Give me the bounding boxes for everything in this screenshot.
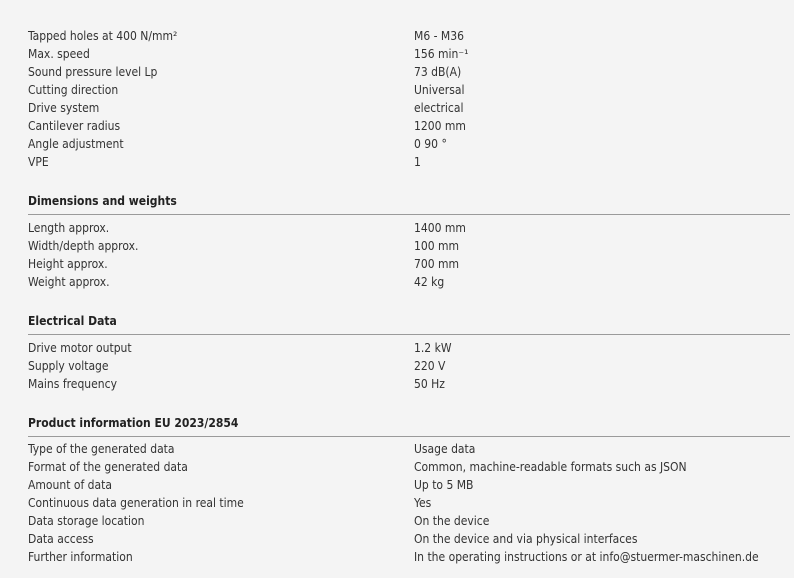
spec-label: Data storage location [28, 514, 145, 528]
spec-row-supply-voltage [28, 357, 794, 375]
spec-label: Drive system [28, 101, 100, 115]
spec-row-mains-frequency [28, 375, 794, 393]
spec-value: Usage data [414, 442, 476, 456]
spec-label: Continuous data generation in real time [28, 496, 244, 510]
spec-label: Format of the generated data [28, 460, 188, 474]
spec-label: VPE [28, 155, 49, 169]
section-divider [28, 436, 790, 437]
spec-label: Weight approx. [28, 275, 110, 289]
spec-value: 100 mm [414, 239, 460, 253]
spec-value: M6 - M36 [414, 29, 464, 43]
spec-row-further-information [28, 548, 794, 566]
spec-value: 1.2 kW [414, 341, 452, 355]
section-divider [28, 214, 790, 215]
section-heading-electrical: Electrical Data [28, 314, 117, 328]
spec-row-weight [28, 273, 794, 291]
spec-row-height [28, 255, 794, 273]
spec-row-cutting-direction [28, 81, 794, 99]
section-divider [28, 334, 790, 335]
spec-value: 50 Hz [414, 377, 445, 391]
spec-value: Up to 5 MB [414, 478, 474, 492]
spec-label: Drive motor output [28, 341, 132, 355]
spec-value: electrical [414, 101, 464, 115]
spec-label: Further information [28, 550, 133, 564]
spec-label: Tapped holes at 400 N/mm² [28, 29, 178, 43]
spec-row-sound-pressure [28, 63, 794, 81]
spec-value: 0 90 ° [414, 137, 447, 151]
spec-value: Universal [414, 83, 465, 97]
spec-label: Cantilever radius [28, 119, 121, 133]
spec-value: In the operating instructions or at info@stuermer-maschinen.de [414, 550, 759, 564]
spec-value: 42 kg [414, 275, 445, 289]
spec-row-angle-adjustment [28, 135, 794, 153]
spec-row-storage-location [28, 512, 794, 530]
spec-label: Sound pressure level Lp [28, 65, 158, 79]
spec-row-data-amount [28, 476, 794, 494]
spec-label: Mains frequency [28, 377, 117, 391]
spec-row-length [28, 219, 794, 237]
spec-label: Cutting direction [28, 83, 119, 97]
spec-label: Width/depth approx. [28, 239, 139, 253]
spec-value: On the device and via physical interfaces [414, 532, 638, 546]
spec-row-motor-output [28, 339, 794, 357]
spec-label: Supply voltage [28, 359, 109, 373]
spec-label: Amount of data [28, 478, 112, 492]
spec-value: 220 V [414, 359, 446, 373]
spec-value: 700 mm [414, 257, 460, 271]
spec-value: 1 [414, 155, 421, 169]
spec-row-data-access [28, 530, 794, 548]
spec-row-data-type [28, 440, 794, 458]
spec-label: Type of the generated data [28, 442, 175, 456]
spec-label: Height approx. [28, 257, 108, 271]
spec-value: Yes [414, 496, 432, 510]
spec-label: Max. speed [28, 47, 90, 61]
spec-value: 156 min⁻¹ [414, 47, 469, 61]
section-heading-dimensions: Dimensions and weights [28, 194, 177, 208]
spec-row-data-format [28, 458, 794, 476]
spec-row-tapped-holes [28, 27, 794, 45]
spec-value: 73 dB(A) [414, 65, 462, 79]
spec-row-max-speed [28, 45, 794, 63]
spec-value: 1200 mm [414, 119, 466, 133]
spec-row-cantilever-radius [28, 117, 794, 135]
spec-row-vpe [28, 153, 794, 171]
spec-label: Data access [28, 532, 94, 546]
section-heading-product-info: Product information EU 2023/2854 [28, 416, 239, 430]
spec-label: Length approx. [28, 221, 110, 235]
spec-value: Common, machine-readable formats such as JSON [414, 460, 687, 474]
spec-row-drive-system [28, 99, 794, 117]
spec-row-width-depth [28, 237, 794, 255]
spec-row-realtime-generation [28, 494, 794, 512]
spec-value: 1400 mm [414, 221, 466, 235]
spec-label: Angle adjustment [28, 137, 124, 151]
spec-value: On the device [414, 514, 490, 528]
